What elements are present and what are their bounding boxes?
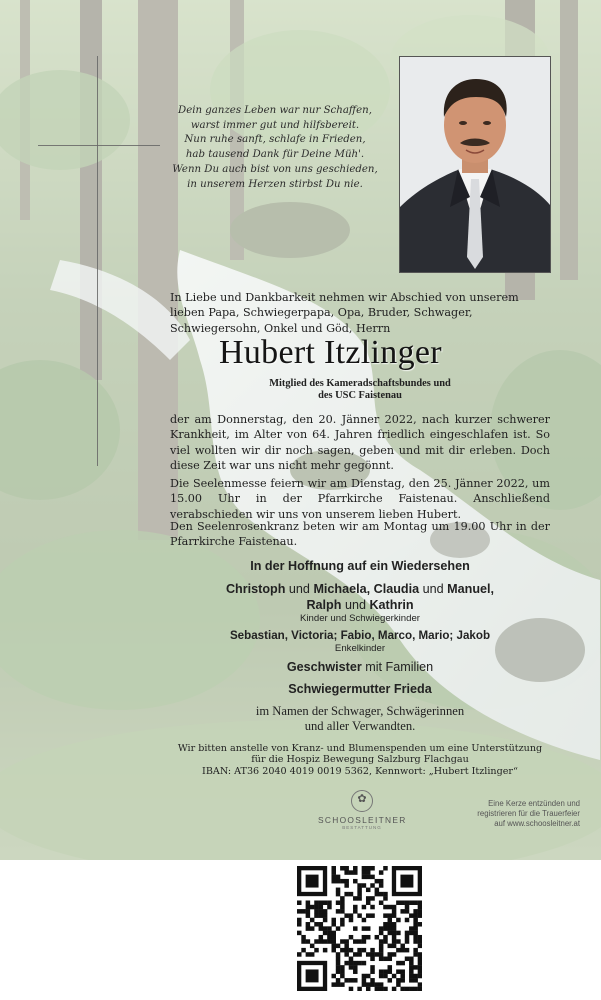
family-name: Ralph [306, 597, 342, 612]
deceased-name: Hubert Itzlinger [219, 334, 442, 371]
logo-subtitle: BESTATTUNG [342, 825, 382, 830]
donation-note [170, 743, 550, 777]
donation-line: Wir bitten anstelle von Kranz- und Blumenspenden um eine Unterstützung [177, 743, 543, 754]
membership-line: Mitglied des Kameradschaftsbundes und [269, 378, 451, 389]
poem-line: Wenn Du auch bist von uns geschieden, [172, 163, 378, 175]
children-names [170, 582, 550, 613]
grandchildren-caption: Enkelkinder [334, 643, 386, 654]
tree-in-circle-icon: ✿ [351, 790, 373, 812]
closing-line: und aller Verwandten. [304, 719, 416, 733]
children-caption: Kinder und Schwiegerkinder [300, 613, 420, 624]
mother-in-law-line [170, 682, 550, 698]
donation-line: IBAN: AT36 2040 4019 0019 5362, Kennwort: „Hubert Itzlinger“ [202, 765, 518, 777]
candle-note [430, 799, 580, 829]
conjunction: und [422, 582, 444, 596]
hope-text: In der Hoffnung auf ein Wiedersehen [250, 559, 470, 573]
poem-line: warst immer gut und hilfsbereit. [190, 119, 360, 131]
family-name: Kathrin [369, 597, 414, 612]
closing-lines [170, 704, 550, 734]
siblings-line [170, 660, 550, 676]
siblings-suffix: mit Familien [365, 660, 434, 674]
logo-name: SCHOOSLEITNER [318, 815, 407, 825]
funeral-home-logo [318, 790, 406, 830]
membership [240, 378, 480, 401]
conjunction: und [344, 597, 366, 612]
siblings-name: Geschwister [286, 660, 362, 674]
candle-line: Eine Kerze entzünden und [488, 799, 580, 808]
closing-line: im Namen der Schwager, Schwägerinnen [255, 704, 465, 718]
poem-line: Dein ganzes Leben war nur Schaffen, [178, 105, 372, 116]
membership-line: des USC Faistenau [318, 389, 402, 401]
family-name: Michaela, [313, 582, 371, 596]
death-notice: der am Donnerstag, den 20. Jänner 2022, nach kurzer schwerer Krankheit, im Alter von 64. Jahren friedlich eingeschlafen ist. So viel wollten wir dir noch sagen, geben und mit dir erleben. Doch diese Zeit war uns nicht mehr gegönnt. [170, 413, 550, 473]
intro-text: In Liebe und Dankbarkeit nehmen wir Abschied von unserem lieben Papa, Schwiegerpapa, Opa, Bruder, Schwager, Schwiegersohn, Onkel und Göd, Herrn [170, 291, 519, 335]
requiem-mass-text: Die Seelenmesse feiern wir am Dienstag, den 25. Jänner 2022, um 15.00 Uhr in der Pfarrkirche Faistenau. Anschließend verabschieden wir uns von unserem lieben Hubert. [170, 477, 550, 521]
poem-line: hab tausend Dank für Deine Müh'. [185, 149, 365, 161]
candle-line: registrieren für die Trauerfeier [477, 809, 580, 818]
conjunction: und [288, 582, 310, 596]
hope-line [170, 559, 550, 575]
portrait-photo [399, 56, 551, 273]
donation-line: für die Hospiz Bewegung Salzburg Flachgau [251, 754, 469, 766]
poem-line: Nun ruhe sanft, schlafe in Frieden, [184, 134, 366, 146]
family-name: Manuel, [447, 582, 495, 596]
rosary-text: Den Seelenrosenkranz beten wir am Montag um 19.00 Uhr in der Pfarrkirche Faistenau. [170, 520, 550, 549]
candle-line: auf www.schoosleitner.at [494, 819, 580, 828]
qr-code[interactable] [297, 866, 422, 991]
family-name: Christoph [225, 582, 286, 596]
poem-line: in unserem Herzen stirbst Du nie. [187, 178, 363, 190]
grandchildren-text: Sebastian, Victoria; Fabio, Marco, Mario; Jakob [229, 629, 491, 642]
memorial-poem [160, 104, 390, 192]
grandchildren-names [170, 629, 550, 643]
cross-icon-bar [38, 145, 160, 146]
cross-icon [97, 56, 98, 466]
mother-in-law: Schwiegermutter Frieda [288, 682, 432, 696]
family-name: Claudia [373, 582, 420, 596]
